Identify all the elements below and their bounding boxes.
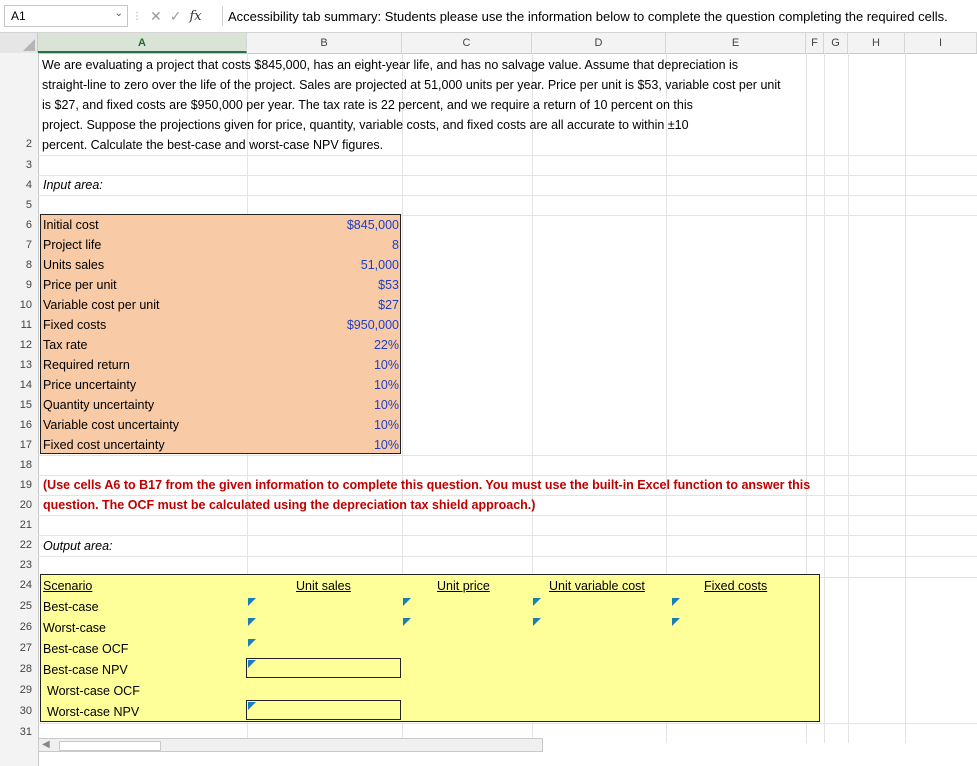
input-value[interactable]: 10% (373, 358, 399, 372)
gridline (38, 535, 977, 536)
input-value[interactable]: 10% (373, 438, 399, 452)
row-header[interactable]: 18 (19, 459, 32, 471)
col-header-h[interactable]: H (848, 33, 905, 53)
output-row-label: Worst-case OCF (47, 684, 140, 698)
gridline (848, 53, 849, 743)
col-header-d[interactable]: D (532, 33, 666, 53)
row-header[interactable]: 21 (19, 519, 32, 531)
row-header[interactable]: 19 (19, 479, 32, 491)
input-value[interactable]: 22% (373, 338, 399, 352)
row-header[interactable]: 17 (19, 439, 32, 451)
unit-price-header: Unit price (437, 579, 490, 593)
row-header[interactable]: 16 (19, 419, 32, 431)
comment-marker-icon[interactable] (672, 598, 680, 606)
output-row-label: Best-case NPV (43, 663, 128, 677)
comment-marker-icon[interactable] (248, 618, 256, 626)
name-box-value: A1 (11, 9, 26, 23)
input-label[interactable]: Units sales (43, 258, 105, 272)
best-case-npv-cell[interactable] (246, 658, 401, 678)
horizontal-scrollbar[interactable] (38, 738, 543, 752)
input-label[interactable]: Initial cost (43, 218, 99, 232)
row-header[interactable]: 26 (19, 621, 32, 633)
gridline (38, 556, 977, 557)
problem-line: is $27, and fixed costs are $950,000 per year. The tax rate is 22 percent, and we require a return of 10 percent on this (42, 98, 693, 112)
col-header-i[interactable]: I (905, 33, 977, 53)
gridline (38, 175, 977, 176)
more-options-icon: ⋮ (132, 10, 142, 22)
input-value[interactable]: 51,000 (360, 258, 399, 272)
input-value[interactable]: $53 (378, 278, 399, 292)
row-header[interactable]: 3 (25, 159, 32, 171)
row-header[interactable]: 13 (19, 359, 32, 371)
row-header[interactable]: 12 (19, 339, 32, 351)
column-headers (0, 33, 977, 54)
gridline (38, 475, 977, 476)
formula-bar (0, 0, 977, 33)
comment-marker-icon[interactable] (533, 618, 541, 626)
row-header[interactable]: 31 (19, 726, 32, 738)
gridline (38, 455, 977, 456)
col-header-b[interactable]: B (247, 33, 402, 53)
worst-case-npv-cell[interactable] (246, 700, 401, 720)
input-area-heading: Input area: (43, 178, 103, 192)
output-row-label: Best-case (43, 600, 99, 614)
comment-marker-icon[interactable] (248, 702, 256, 710)
enter-icon[interactable]: ✓ (169, 7, 182, 24)
problem-line: percent. Calculate the best-case and worst-case NPV figures. (42, 138, 384, 152)
row-header[interactable]: 7 (25, 239, 32, 251)
row-header[interactable]: 29 (19, 684, 32, 696)
input-label[interactable]: Variable cost uncertainty (43, 418, 179, 432)
instruction-note: question. The OCF must be calculated using the depreciation tax shield approach.) (43, 498, 536, 512)
input-label[interactable]: Required return (43, 358, 130, 372)
comment-marker-icon[interactable] (403, 598, 411, 606)
row-header[interactable]: 25 (19, 600, 32, 612)
gridline (38, 723, 977, 724)
cancel-icon[interactable]: ✕ (150, 7, 162, 24)
row-header[interactable]: 24 (19, 579, 32, 591)
comment-marker-icon[interactable] (403, 618, 411, 626)
input-label[interactable]: Project life (43, 238, 102, 252)
input-label[interactable]: Price per unit (43, 278, 117, 292)
comment-marker-icon[interactable] (533, 598, 541, 606)
gridline (905, 53, 906, 743)
comment-marker-icon[interactable] (672, 618, 680, 626)
gridline (824, 53, 825, 743)
input-label[interactable]: Fixed costs (43, 318, 107, 332)
problem-line: project. Suppose the projections given for price, quantity, variable costs, and fixed costs are all accurate to within ±10 (42, 118, 689, 132)
col-header-g[interactable]: G (824, 33, 848, 53)
output-row-label: Worst-case NPV (47, 705, 140, 719)
output-area-heading: Output area: (43, 539, 113, 553)
gridline (38, 495, 977, 496)
gridline (38, 155, 977, 156)
problem-line: We are evaluating a project that costs $845,000, has an eight-year life, and has no salvage value. Assume that depreciation is (42, 58, 739, 72)
row-header[interactable]: 20 (19, 499, 32, 511)
row-header[interactable]: 15 (19, 399, 32, 411)
comment-marker-icon[interactable] (248, 639, 256, 647)
col-header-e[interactable]: E (666, 33, 806, 53)
row-header[interactable]: 23 (19, 559, 32, 571)
col-header-c[interactable]: C (402, 33, 532, 53)
input-value[interactable]: 10% (373, 378, 399, 392)
row-header[interactable]: 5 (25, 199, 32, 211)
problem-statement[interactable] (42, 55, 842, 155)
input-value[interactable]: 10% (373, 398, 399, 412)
insert-function-icon[interactable]: fx (189, 8, 202, 24)
fixed-costs-header: Fixed costs (704, 579, 768, 593)
unit-sales-header: Unit sales (296, 579, 351, 593)
input-value[interactable]: 8 (392, 238, 399, 252)
input-value[interactable]: $950,000 (346, 318, 399, 332)
row-header[interactable]: 30 (19, 705, 32, 717)
output-row-label: Best-case OCF (43, 642, 129, 656)
name-box[interactable] (4, 5, 128, 27)
output-area-table (40, 574, 820, 722)
instruction-note: (Use cells A6 to B17 from the given information to complete this question. You must use the built-in Excel function to answer this (43, 478, 811, 492)
col-header-f[interactable]: F (806, 33, 824, 53)
col-header-a[interactable]: A (38, 33, 247, 53)
input-label[interactable]: Variable cost per unit (43, 298, 160, 312)
problem-line: straight-line to zero over the life of the project. Sales are projected at 51,000 units per year. Price per unit is $53, variable cost per unit (42, 78, 781, 92)
row-header[interactable]: 28 (19, 663, 32, 675)
select-all-button[interactable] (0, 33, 38, 53)
scroll-left-icon[interactable]: ◀ (42, 739, 50, 750)
input-value[interactable]: 10% (373, 418, 399, 432)
input-label[interactable]: Quantity uncertainty (43, 398, 155, 412)
row-headers (0, 53, 39, 766)
gridline (38, 515, 977, 516)
row-header[interactable]: 4 (25, 179, 32, 191)
input-value[interactable]: $27 (378, 298, 399, 312)
row-header[interactable]: 2 (25, 138, 32, 150)
formula-input[interactable]: Accessibility tab summary: Students please use the information below to complete the question completing the required cells. (228, 9, 948, 24)
chevron-down-icon[interactable]: ⌄ (114, 8, 123, 19)
scenario-header: Scenario (43, 579, 93, 593)
formula-bar-divider (222, 6, 223, 26)
row-header[interactable]: 14 (19, 379, 32, 391)
input-label[interactable]: Tax rate (43, 338, 88, 352)
scrollbar-thumb[interactable] (59, 741, 161, 751)
input-label[interactable]: Fixed cost uncertainty (43, 438, 165, 452)
input-value[interactable]: $845,000 (346, 218, 399, 232)
row-header[interactable]: 6 (25, 219, 32, 231)
row-header[interactable]: 22 (19, 539, 32, 551)
unit-variable-cost-header: Unit variable cost (549, 579, 645, 593)
gridline (38, 195, 977, 196)
comment-marker-icon[interactable] (248, 598, 256, 606)
row-header[interactable]: 11 (20, 319, 32, 331)
input-label[interactable]: Price uncertainty (43, 378, 137, 392)
row-header[interactable]: 27 (19, 642, 32, 654)
comment-marker-icon[interactable] (248, 660, 256, 668)
row-header[interactable]: 10 (19, 299, 32, 311)
output-row-label: Worst-case (43, 621, 106, 635)
row-header[interactable]: 9 (25, 279, 32, 291)
row-header[interactable]: 8 (25, 259, 32, 271)
